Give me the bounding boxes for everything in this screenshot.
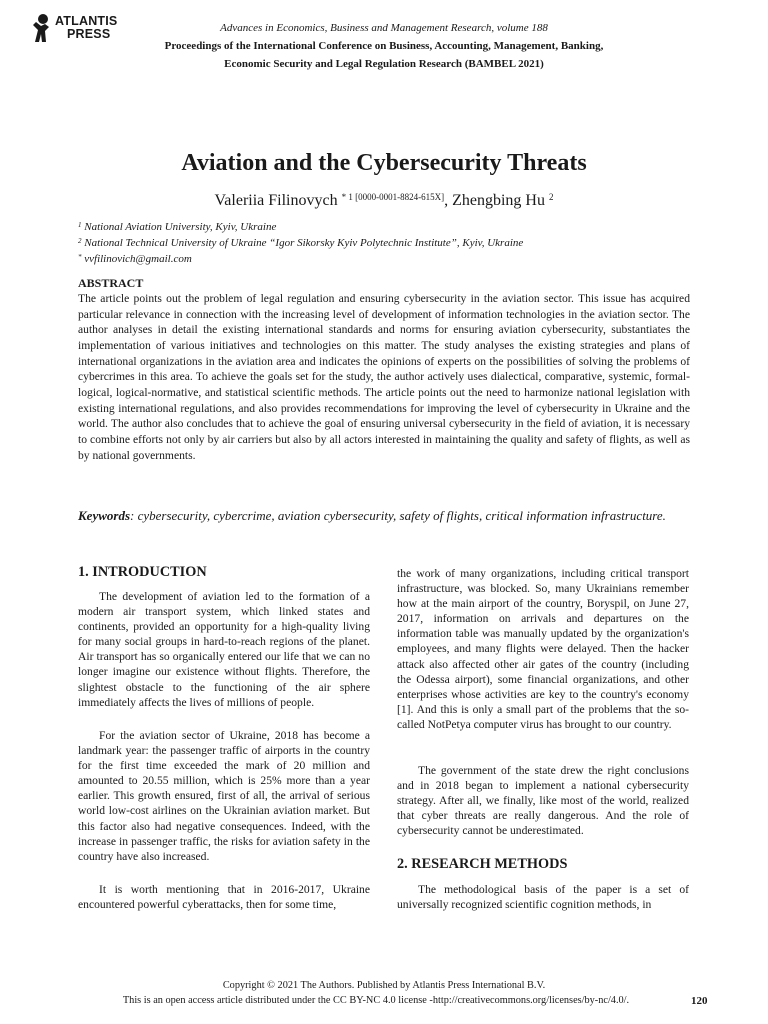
research-methods-heading: 2. RESEARCH METHODS — [397, 856, 568, 872]
logo-line-1: ATLANTIS — [55, 14, 118, 28]
author-1: Valeriia Filinovych — [214, 192, 338, 209]
paper-title: Aviation and the Cybersecurity Threats — [181, 150, 587, 176]
affiliation-2-marker: 2 — [78, 237, 82, 245]
author-2: , Zhengbing Hu — [444, 192, 545, 209]
proceedings-header-line-2: Economic Security and Legal Regulation Research (BAMBEL 2021) — [224, 58, 544, 70]
abstract-text: The article points out the problem of legal regulation and ensuring cybersecurity in the aviation sector. This issue has acquired particular relevance in connection with the increasing level of development of information technologies in the aviation sector. The author analyses in detail the existing international standards and norms for ensuring aviation cybersecurity, substantiates the implementation of various initiatives and technologies on this matter. The study analyses the existing strategies and plans of international organizations in the aviation area and indicates the opinions of experts on the possibilities of solving the problems of cybercrimes in this area. To achieve the goals set for the study, the author actively uses dialectical, comparative, systemic, formal-logical, logical-normative, and statistical scientific methods. The article points out the need to harmonize national legislation with existing international regulations, and also provides recommendations for improving the level of cybersecurity in Ukraine and the world. The author also concludes that to achieve the goal of ensuring universal cybersecurity in the field of aviation, it is necessary to combine efforts not only by air carriers but also by all actors interested in maintaining the quality and safety of flights, as well as by national governments. — [78, 292, 690, 462]
email-text: vvfilinovich@gmail.com — [84, 253, 192, 265]
proceedings-header-line-1: Proceedings of the International Conference on Business, Accounting, Management, Banking, — [164, 40, 604, 52]
email-marker: * — [78, 253, 82, 261]
introduction-paragraph-2: For the aviation sector of Ukraine, 2018 has become a landmark year: the passenger traffic of airports in the country for the first time exceeded the mark of 20 million and amounted to 20.55 million, which is 25% more than a year earlier. This growth ensured, first of all, the arrival of serious world low-cost airlines on the Ukrainian aviation market. But this factor also had negative consequences. Indeed, with the increase in passenger traffic, the risks for aviation safety in the country have also increased. — [78, 729, 370, 863]
author-1-superscript: * 1 [0000-0001-8824-615X] — [341, 192, 445, 202]
keywords-label: Keywords — [78, 508, 130, 523]
affiliation-2-text: National Technical University of Ukraine “Igor Sikorsky Kyiv Polytechnic Institute”, Kyiv, Ukraine — [84, 237, 524, 249]
affiliation-1 — [78, 221, 276, 233]
abstract-heading: ABSTRACT — [78, 276, 144, 290]
keywords-text: : cybersecurity, cybercrime, aviation cybersecurity, safety of flights, critical information infrastructure. — [130, 508, 666, 523]
introduction-heading: 1. INTRODUCTION — [78, 564, 207, 580]
keywords — [78, 508, 690, 525]
license-notice: This is an open access article distributed under the CC BY-NC 4.0 license -http://creativecommons.org/licenses/by-nc/4.0/. — [122, 995, 630, 1006]
corresponding-email — [78, 253, 192, 265]
introduction-paragraph-1: The development of aviation led to the formation of a modern air transport system, which linked states and continents, provided an opportunity for a high-quality living for many social groups in hard-to-reach regions of the planet. Air transport has so organically entered our life that we can no longer imagine our existence without flights. Therefore, the slightest obstacle to the functioning of the air sphere immediately affects the lives of millions of people. — [78, 590, 370, 709]
right-paragraph-2: The government of the state drew the right conclusions and in 2018 began to implement a national cybersecurity strategy. After all, we finally, like most of the world, realized that cyber threats are really dangerous. And the role of cybersecurity cannot be underestimated. — [397, 764, 689, 838]
research-methods-paragraph-1: The methodological basis of the paper is a set of universally recognized scientific cognition methods, in — [397, 883, 689, 912]
author-line — [0, 192, 768, 210]
affiliation-1-marker: 1 — [78, 221, 82, 229]
logo-line-2: PRESS — [67, 27, 111, 41]
author-2-superscript: 2 — [548, 192, 554, 202]
copyright-notice: Copyright © 2021 The Authors. Published by Atlantis Press International B.V. — [222, 980, 546, 991]
page-number: 120 — [691, 995, 708, 1007]
introduction-paragraph-3: It is worth mentioning that in 2016-2017, Ukraine encountered powerful cyberattacks, then for some time, — [78, 883, 370, 912]
series-header: Advances in Economics, Business and Management Research, volume 188 — [220, 22, 548, 34]
affiliation-2 — [78, 237, 523, 249]
affiliation-1-text: National Aviation University, Kyiv, Ukraine — [84, 221, 277, 233]
right-paragraph-1: the work of many organizations, including critical transport infrastructure, was blocked. So, many Ukrainians remember how at the main airport of the country, Boryspil, on June 27, 2017, information on arrivals and departures on the information table was manually updated by the organization's employees, and many flights were delayed. Then the hacker attack also affected other air gates of the country (including the Odessa airport), some financial organizations, and other enterprises whose activities are key to the country's economy [1]. And this is only a small part of the problems that the so-called NotPetya computer virus has brought to our country. — [397, 567, 689, 731]
